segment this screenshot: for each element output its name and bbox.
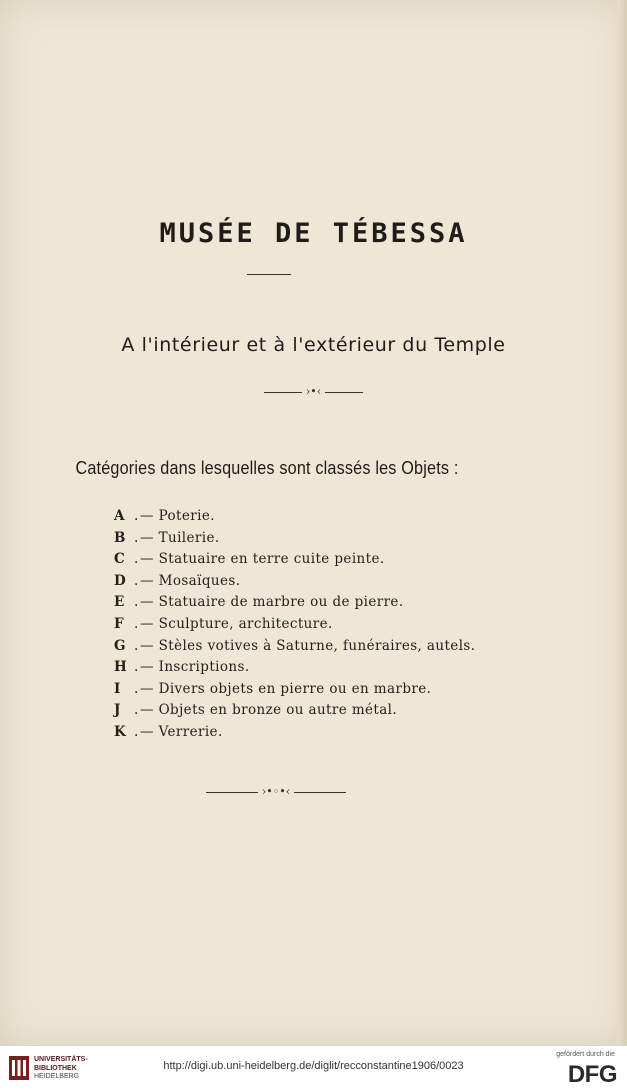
category-item — [114, 528, 475, 550]
category-letter: G — [114, 637, 126, 654]
category-item — [114, 614, 475, 636]
category-letter: B — [114, 529, 126, 546]
category-letter-dot: . — [134, 572, 139, 589]
ornament-glyph: ›•‹ — [302, 385, 325, 398]
category-letter-dot: . — [134, 659, 139, 676]
library-name-line1: UNIVERSITÄTS- — [34, 1056, 88, 1063]
page-title: MUSÉE DE TÉBESSA — [159, 218, 468, 249]
category-text: — Verrerie. — [140, 723, 223, 740]
category-letter: H — [114, 659, 128, 676]
category-text: — Statuaire en terre cuite peinte. — [140, 551, 385, 568]
categories-heading: Catégories dans lesquelles sont classés les Objets : — [75, 458, 459, 478]
document-url-link[interactable]: http://digi.ub.uni-heidelberg.de/diglit/recconstantine1906/0023 — [163, 1060, 464, 1072]
category-text: — Tuilerie. — [140, 529, 220, 546]
category-letter: E — [114, 594, 125, 611]
category-text: — Statuaire de marbre ou de pierre. — [140, 594, 404, 611]
category-letter-dot: . — [134, 551, 139, 568]
page-edge — [617, 0, 627, 1045]
category-item — [114, 657, 475, 679]
ornament-glyph: ›•◦•‹ — [258, 785, 294, 798]
category-item — [114, 679, 475, 701]
category-letter-dot: . — [134, 594, 139, 611]
category-letter-dot: . — [134, 680, 139, 697]
category-text: — Divers objets en pierre ou en marbre. — [140, 680, 432, 697]
category-text: — Sculpture, architecture. — [140, 615, 333, 632]
category-letter-dot: . — [134, 615, 139, 632]
category-item — [114, 549, 475, 571]
category-letter: D — [114, 572, 127, 589]
category-letter-dot: . — [134, 508, 139, 524]
category-text: — Objets en bronze ou autre métal. — [140, 702, 398, 719]
title-rule — [247, 274, 291, 275]
library-name-line3: HEIDELBERG — [34, 1073, 80, 1080]
category-letter: K — [114, 723, 127, 740]
category-item — [114, 571, 475, 593]
category-text: — Stèles votives à Saturne, funéraires, autels. — [140, 637, 476, 654]
category-letter-dot: . — [134, 723, 139, 740]
category-item — [114, 636, 475, 658]
category-text: — Mosaïques. — [140, 572, 241, 589]
category-item — [114, 722, 475, 744]
category-letter: F — [114, 615, 124, 632]
category-text: — Inscriptions. — [140, 659, 250, 676]
category-list — [114, 506, 475, 744]
category-letter-dot: . — [134, 529, 139, 546]
funding-note: gefördert durch die — [556, 1051, 615, 1058]
category-letter-dot: . — [134, 702, 139, 719]
category-letter: C — [114, 551, 126, 568]
category-letter: A — [114, 508, 125, 524]
category-letter: J — [114, 702, 121, 719]
ornament-divider-2 — [0, 785, 552, 798]
category-letter-dot: . — [134, 637, 139, 654]
category-letter: I — [114, 680, 121, 697]
viewer-footer — [0, 1045, 627, 1092]
page-subtitle: A l'intérieur et à l'extérieur du Temple — [121, 334, 506, 356]
category-item — [114, 700, 475, 722]
ornament-divider-1 — [0, 385, 627, 398]
dfg-logo: DFG — [567, 1061, 617, 1088]
category-item — [114, 506, 475, 528]
category-text: — Poterie. — [140, 508, 215, 524]
library-name-line2: BIBLIOTHEK — [34, 1064, 77, 1072]
category-item — [114, 592, 475, 614]
